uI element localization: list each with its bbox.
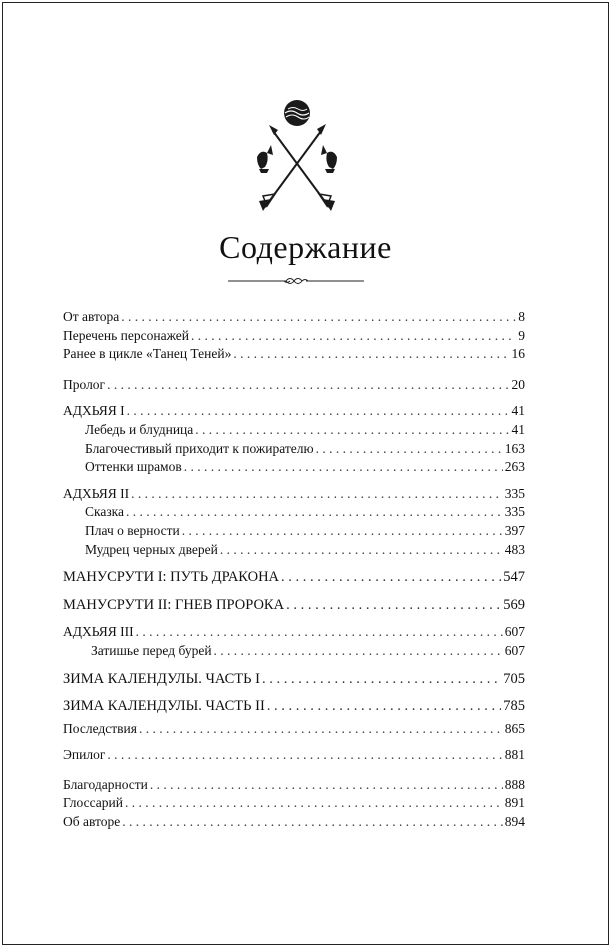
toc-section-entry[interactable]	[63, 402, 525, 421]
toc-section-entry[interactable]	[63, 596, 525, 615]
toc-leader-dots	[150, 776, 503, 795]
toc-entry[interactable]	[63, 376, 525, 395]
toc-leader-dots	[281, 568, 501, 587]
toc-entry-page: 865	[504, 720, 525, 736]
toc-leader-dots	[286, 596, 501, 615]
toc-entry-page: 894	[504, 814, 525, 830]
toc-entry-label: АДХЬЯЯ I	[63, 403, 125, 419]
table-of-contents	[63, 308, 525, 832]
page-title: Содержание	[219, 229, 392, 265]
toc-section-entry[interactable]	[63, 623, 525, 642]
toc-entry-label: Перечень персонажей	[63, 327, 189, 343]
toc-section-entry[interactable]	[63, 568, 525, 587]
toc-subentry[interactable]	[63, 421, 525, 440]
toc-entry-label: Оттенки шрамов	[85, 459, 182, 475]
toc-entry-page: 547	[503, 569, 525, 586]
toc-entry-label: Эпилог	[63, 747, 106, 763]
toc-entry-label: Лебедь и блудница	[85, 421, 194, 437]
toc-entry[interactable]	[63, 794, 525, 813]
toc-entry-label: От автора	[63, 309, 120, 324]
toc-entry[interactable]	[63, 327, 525, 346]
toc-entry-label: Пролог	[63, 376, 106, 392]
toc-entry-page: 569	[503, 596, 525, 613]
toc-leader-dots	[136, 623, 503, 642]
toc-leader-dots	[107, 746, 502, 765]
toc-subentry[interactable]	[63, 522, 525, 541]
toc-leader-dots	[107, 376, 509, 395]
toc-section-entry[interactable]	[63, 485, 525, 504]
toc-leader-dots	[195, 421, 509, 440]
toc-entry[interactable]	[63, 308, 525, 327]
toc-entry-label: Мудрец черных дверей	[85, 541, 218, 557]
toc-subentry[interactable]	[63, 503, 525, 522]
toc-leader-dots	[126, 503, 503, 522]
toc-leader-dots	[139, 720, 503, 739]
toc-entry-label: Ранее в цикле «Танец Теней»	[63, 346, 232, 362]
toc-entry-page: 483	[504, 541, 525, 557]
toc-leader-dots	[191, 327, 516, 346]
toc-leader-dots	[267, 697, 501, 716]
toc-leader-dots	[233, 345, 509, 364]
toc-leader-dots	[220, 541, 503, 560]
toc-leader-dots	[131, 485, 503, 504]
toc-entry-page: 607	[504, 642, 525, 658]
toc-entry-label: Благодарности	[63, 776, 148, 792]
toc-entry-label: Сказка	[85, 504, 125, 520]
toc-entry-label: МАНУСРУТИ I: ПУТЬ ДРАКОНА	[63, 569, 280, 586]
toc-entry[interactable]	[63, 776, 525, 795]
toc-section-entry[interactable]	[63, 697, 525, 716]
toc-entry-page: 16	[511, 346, 525, 362]
toc-entry-label: Глоссарий	[63, 795, 123, 811]
ornament-divider-icon	[228, 275, 364, 287]
toc-entry-page: 397	[504, 522, 525, 538]
toc-entry-label: МАНУСРУТИ II: ГНЕВ ПРОРОКА	[63, 596, 285, 613]
toc-entry-page: 41	[511, 421, 525, 437]
toc-subentry[interactable]	[63, 440, 525, 459]
toc-leader-dots	[316, 440, 503, 459]
toc-leader-dots	[184, 458, 503, 477]
toc-entry-page: 9	[518, 327, 525, 343]
toc-entry-page: 335	[504, 504, 525, 520]
toc-entry[interactable]	[63, 720, 525, 739]
toc-entry[interactable]	[63, 813, 525, 832]
toc-section-entry[interactable]	[63, 670, 525, 689]
toc-entry-label: ЗИМА КАЛЕНДУЛЫ. ЧАСТЬ I	[63, 670, 260, 687]
toc-entry-label: АДХЬЯЯ III	[63, 624, 134, 640]
toc-entry-label: Последствия	[63, 720, 137, 736]
toc-leader-dots	[127, 402, 510, 421]
toc-leader-dots	[125, 794, 503, 813]
toc-entry-label: Плач о верности	[85, 522, 180, 538]
book-page	[2, 2, 609, 945]
toc-subentry[interactable]	[63, 458, 525, 477]
toc-entry-page: 607	[504, 624, 525, 640]
toc-entry-page: 20	[511, 376, 525, 392]
toc-entry[interactable]	[63, 345, 525, 364]
toc-entry-page: 41	[511, 403, 525, 419]
toc-leader-dots	[122, 813, 503, 832]
toc-entry-page: 705	[503, 670, 525, 687]
toc-subentry[interactable]	[63, 541, 525, 560]
toc-entry-label: ЗИМА КАЛЕНДУЛЫ. ЧАСТЬ II	[63, 698, 265, 715]
toc-entry-page: 891	[504, 795, 525, 811]
toc-entry-page: 785	[503, 698, 525, 715]
toc-leader-dots	[121, 308, 516, 327]
toc-entry-page: 881	[504, 747, 525, 763]
toc-entry-page: 888	[504, 776, 525, 792]
toc-entry-label: АДХЬЯЯ II	[63, 485, 130, 501]
toc-leader-dots	[214, 642, 503, 661]
toc-entry-page: 263	[504, 459, 525, 475]
toc-entry[interactable]	[63, 746, 525, 765]
toc-entry-page: 8	[518, 309, 525, 324]
toc-subentry[interactable]	[63, 642, 525, 661]
crossed-arrows-emblem-icon	[247, 95, 347, 219]
toc-entry-label: Об авторе	[63, 814, 121, 830]
toc-entry-page: 163	[504, 440, 525, 456]
toc-entry-label: Благочестивый приходит к пожирателю	[85, 440, 314, 456]
toc-leader-dots	[262, 670, 501, 689]
toc-entry-label: Затишье перед бурей	[91, 642, 212, 658]
toc-leader-dots	[182, 522, 503, 541]
toc-entry-page: 335	[504, 485, 525, 501]
